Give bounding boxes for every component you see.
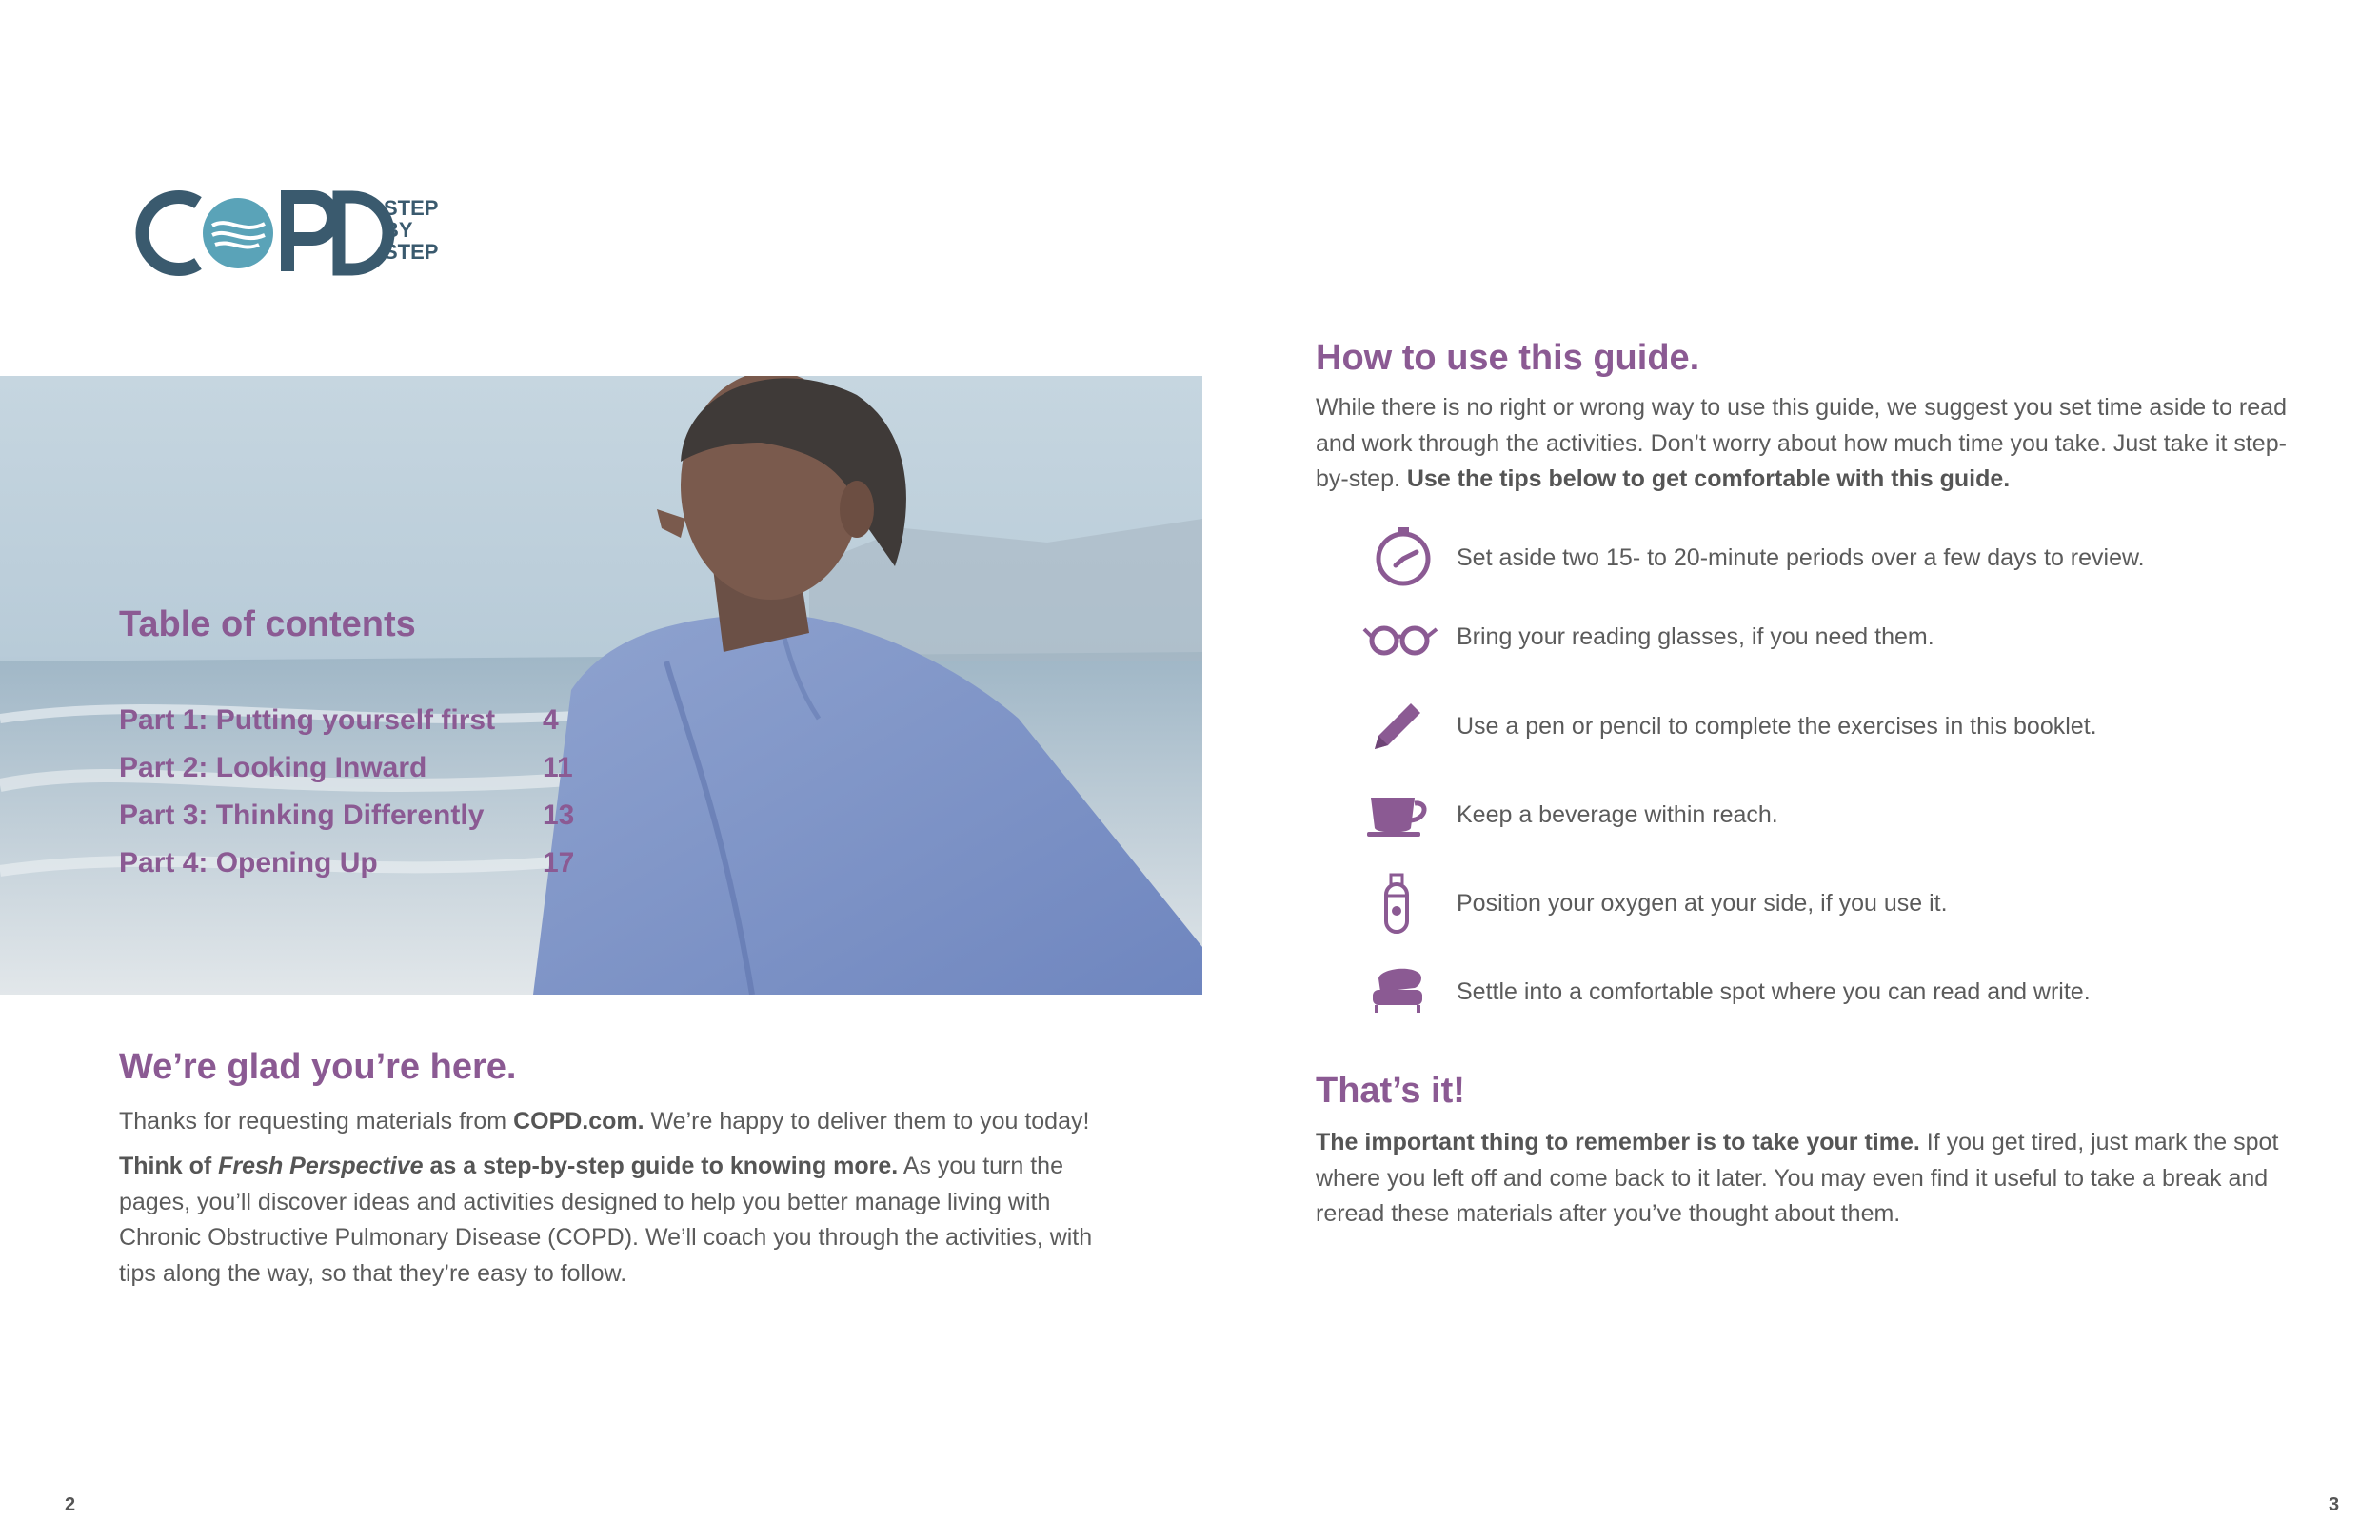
- oxygen-tank-icon: [1361, 869, 1442, 936]
- toc-item-page: 13: [543, 800, 575, 831]
- glasses-icon: [1361, 602, 1442, 669]
- tip-item: [1361, 692, 2313, 759]
- tip-text: Set aside two 15- to 20-minute periods over a few days to review.: [1457, 544, 2145, 571]
- tip-item: [1361, 523, 2313, 590]
- guide-heading: How to use this guide.: [1316, 338, 1700, 378]
- toc-title: Table of contents: [119, 604, 416, 644]
- beach-scene-image: [0, 376, 1202, 995]
- guide-paragraph: While there is no right or wrong way to use this guide, we suggest you set time aside to read and work through the activities. Don’t worry about how much time you take. Just take it step-by-step. Use the tips below to get comfortable with this guide.: [1316, 394, 2287, 492]
- page-number-right: 3: [2329, 1494, 2340, 1515]
- tip-item: [1361, 780, 2313, 847]
- toc-item-label: Part 1: Putting yourself first: [119, 704, 496, 736]
- tip-item: [1361, 602, 2313, 669]
- toc-item-label: Part 4: Opening Up: [119, 847, 378, 879]
- toc-item-page: 11: [543, 752, 573, 783]
- thats-it-heading: That’s it!: [1316, 1071, 1465, 1111]
- toc-item-page: 17: [543, 847, 575, 879]
- welcome-heading: We’re glad you’re here.: [119, 1047, 517, 1087]
- clock-icon: [1361, 523, 1442, 590]
- hero-photo: [0, 376, 1202, 995]
- tip-text: Position your oxygen at your side, if you use it.: [1457, 890, 1948, 917]
- copd-logo: [124, 186, 466, 281]
- toc-item-label: Part 2: Looking Inward: [119, 752, 427, 783]
- welcome-paragraph-1: Thanks for requesting materials from COPD.com. We’re happy to deliver them to you today!: [119, 1108, 1090, 1135]
- logo-tagline: STEP BY STEP: [384, 196, 439, 264]
- tip-item: [1361, 869, 2313, 936]
- tip-text: Keep a beverage within reach.: [1457, 801, 1778, 828]
- toc-item-label: Part 3: Thinking Differently: [119, 800, 485, 831]
- welcome-paragraph-2: Think of Fresh Perspective as a step-by-step guide to knowing more. As you turn the pages, you’ll discover ideas and activities designed to help you better manage living with Chronic Obstructive Pulmonary Disease (COPD). We’ll coach you through the activities, with tips along the way, so that they’re easy to follow.: [119, 1153, 1093, 1287]
- armchair-icon: [1361, 958, 1442, 1024]
- cup-icon: [1361, 780, 1442, 847]
- tip-text: Bring your reading glasses, if you need them.: [1457, 623, 1934, 650]
- pencil-icon: [1361, 692, 1442, 759]
- toc-item-page: 4: [543, 704, 559, 736]
- thats-it-paragraph: The important thing to remember is to take your time. If you get tired, just mark the spot where you left off and come back to it later. You may even find it useful to take a break and reread these materials after you’ve thought about them.: [1316, 1129, 2279, 1227]
- page-number-left: 2: [65, 1494, 76, 1515]
- tip-text: Settle into a comfortable spot where you can read and write.: [1457, 978, 2091, 1005]
- tip-text: Use a pen or pencil to complete the exercises in this booklet.: [1457, 713, 2097, 740]
- tip-item: [1361, 958, 2313, 1024]
